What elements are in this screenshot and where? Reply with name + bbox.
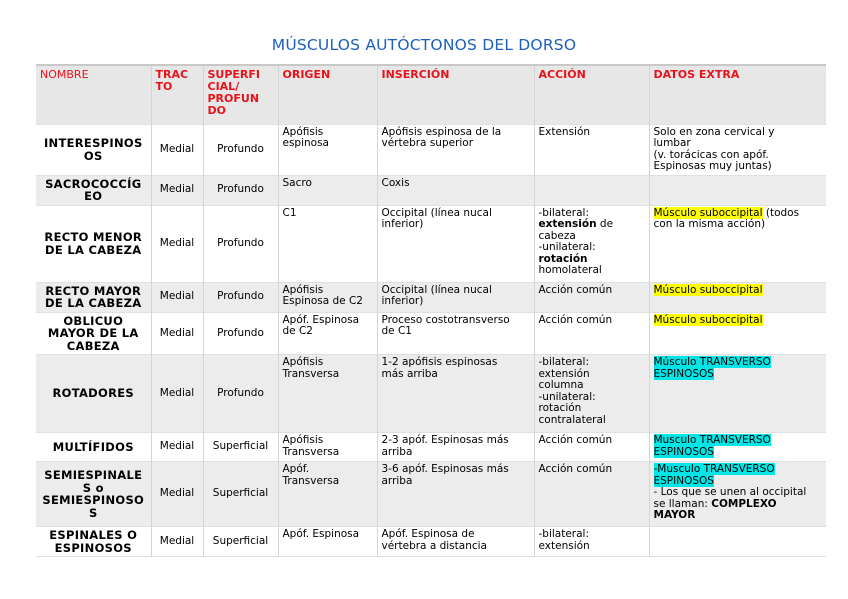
header-tracto: TRAC TO bbox=[151, 65, 203, 124]
table-row bbox=[36, 462, 826, 527]
cell-insercion: 3-6 apóf. Espinosas más arriba bbox=[377, 462, 534, 527]
cell-nombre: SACROCOCCÍG EO bbox=[36, 175, 151, 205]
cell-accion: -bilateral: extensión de cabeza -unilateral: rotación homolateral bbox=[534, 205, 649, 282]
cell-accion: Acción común bbox=[534, 282, 649, 312]
cell-extra: Solo en zona cervical y lumbar (v. torácicas con apóf. Espinosas muy juntas) bbox=[653, 125, 775, 172]
cell-extra bbox=[649, 433, 826, 462]
suboccipital-highlight: Músculo suboccipital bbox=[653, 313, 763, 326]
table-row bbox=[36, 355, 826, 433]
cell-origen: Apófisis Espinosa de C2 bbox=[278, 282, 377, 312]
cell-accion: -bilateral: extensión columna -unilateral: rotación contralateral bbox=[534, 355, 649, 433]
cell-tracto: Medial bbox=[151, 124, 203, 175]
cell-origen: C1 bbox=[278, 205, 377, 282]
suboccipital-highlight: Músculo suboccipital bbox=[653, 206, 763, 219]
cell-accion: Acción común bbox=[534, 433, 649, 462]
cell-tracto: Medial bbox=[151, 282, 203, 312]
cell-insercion: Occipital (línea nucal inferior) bbox=[377, 205, 534, 282]
cell-nombre: MULTÍFIDOS bbox=[36, 433, 151, 462]
cell-accion: Acción común bbox=[534, 462, 649, 527]
cell-origen: Apófisis Transversa bbox=[278, 433, 377, 462]
header-datos-extra: DATOS EXTRA bbox=[653, 68, 740, 81]
cell-tracto: Medial bbox=[151, 175, 203, 205]
cell-nombre: RECTO MENOR DE LA CABEZA bbox=[36, 205, 151, 282]
suboccipital-highlight: Músculo suboccipital bbox=[653, 283, 763, 296]
cell-tracto: Medial bbox=[151, 462, 203, 527]
cell-extra: -Musculo TRANSVERSO ESPINOSOS - Los que se unen al occipital se llaman: COMPLEXO MAYOR bbox=[653, 463, 807, 521]
cell-sp: Profundo bbox=[203, 312, 278, 355]
table-row bbox=[36, 175, 826, 205]
header-origen: ORIGEN bbox=[278, 65, 377, 124]
cell-nombre: ROTADORES bbox=[36, 355, 151, 433]
cell-extra bbox=[649, 175, 826, 205]
table-row bbox=[36, 282, 826, 312]
transverso-highlight: -Musculo TRANSVERSO bbox=[653, 463, 775, 475]
cell-insercion: Proceso costotransverso de C1 bbox=[377, 312, 534, 355]
table-row bbox=[36, 433, 826, 462]
header-superficial-profundo: SUPERFI CIAL/ PROFUN DO bbox=[203, 65, 278, 124]
cell-insercion: Apóf. Espinosa de vértebra a distancia bbox=[377, 527, 534, 557]
cell-sp: Profundo bbox=[203, 205, 278, 282]
cell-sp: Superficial bbox=[203, 433, 278, 462]
cell-accion: Acción común bbox=[534, 312, 649, 355]
table-row bbox=[36, 205, 826, 282]
table-row bbox=[36, 124, 826, 175]
header-insercion: INSERCIÓN bbox=[377, 65, 534, 124]
cell-insercion: Occipital (línea nucal inferior) bbox=[377, 282, 534, 312]
cell-nombre: ESPINALES O ESPINOSOS bbox=[36, 527, 151, 557]
transverso-highlight: Musculo TRANSVERSO bbox=[653, 434, 771, 446]
header-nombre: NOMBRE bbox=[36, 65, 151, 124]
transverso-highlight: ESPINOSOS bbox=[653, 445, 714, 458]
cell-accion: -bilateral: extensión bbox=[534, 527, 649, 557]
cell-insercion: Coxis bbox=[377, 175, 534, 205]
cell-sp: Superficial bbox=[203, 462, 278, 527]
cell-accion bbox=[534, 175, 649, 205]
cell-sp: Profundo bbox=[203, 282, 278, 312]
cell-sp: Superficial bbox=[203, 527, 278, 557]
cell-origen: Apófisis Transversa bbox=[278, 355, 377, 433]
cell-sp: Profundo bbox=[203, 175, 278, 205]
cell-origen: Apóf. Transversa bbox=[278, 462, 377, 527]
cell-extra bbox=[649, 282, 826, 312]
cell-accion: Extensión bbox=[534, 124, 649, 175]
cell-tracto: Medial bbox=[151, 355, 203, 433]
cell-extra bbox=[649, 527, 826, 557]
cell-extra bbox=[649, 312, 826, 355]
cell-sp: Profundo bbox=[203, 355, 278, 433]
cell-origen: Apóf. Espinosa de C2 bbox=[278, 312, 377, 355]
cell-origen: Sacro bbox=[278, 175, 377, 205]
transverso-highlight: ESPINOSOS bbox=[653, 367, 714, 380]
page-title: MÚSCULOS AUTÓCTONOS DEL DORSO bbox=[271, 36, 577, 54]
transverso-highlight: ESPINOSOS bbox=[653, 474, 714, 487]
cell-sp: Profundo bbox=[203, 124, 278, 175]
cell-insercion: Apófisis espinosa de la vértebra superior bbox=[377, 124, 534, 175]
transverso-highlight: Músculo TRANSVERSO bbox=[653, 356, 771, 368]
cell-extra bbox=[649, 355, 826, 433]
header-accion: ACCIÓN bbox=[534, 65, 649, 124]
cell-nombre: OBLICUO MAYOR DE LA CABEZA bbox=[36, 312, 151, 355]
cell-tracto: Medial bbox=[151, 312, 203, 355]
table-row bbox=[36, 527, 826, 557]
cell-tracto: Medial bbox=[151, 205, 203, 282]
cell-extra: Músculo suboccipital (todos con la misma acción) bbox=[653, 206, 800, 230]
table-header-row bbox=[36, 65, 826, 124]
cell-nombre: SEMIESPINALE S o SEMIESPINOSO S bbox=[36, 462, 151, 527]
cell-insercion: 2-3 apóf. Espinosas más arriba bbox=[377, 433, 534, 462]
cell-tracto: Medial bbox=[151, 527, 203, 557]
muscles-table bbox=[36, 64, 826, 557]
cell-tracto: Medial bbox=[151, 433, 203, 462]
cell-origen: Apófisis espinosa bbox=[278, 124, 377, 175]
table-row bbox=[36, 312, 826, 355]
cell-origen: Apóf. Espinosa bbox=[278, 527, 377, 557]
cell-nombre: INTERESPINOS OS bbox=[36, 124, 151, 175]
cell-nombre: RECTO MAYOR DE LA CABEZA bbox=[36, 282, 151, 312]
cell-insercion: 1-2 apófisis espinosas más arriba bbox=[377, 355, 534, 433]
